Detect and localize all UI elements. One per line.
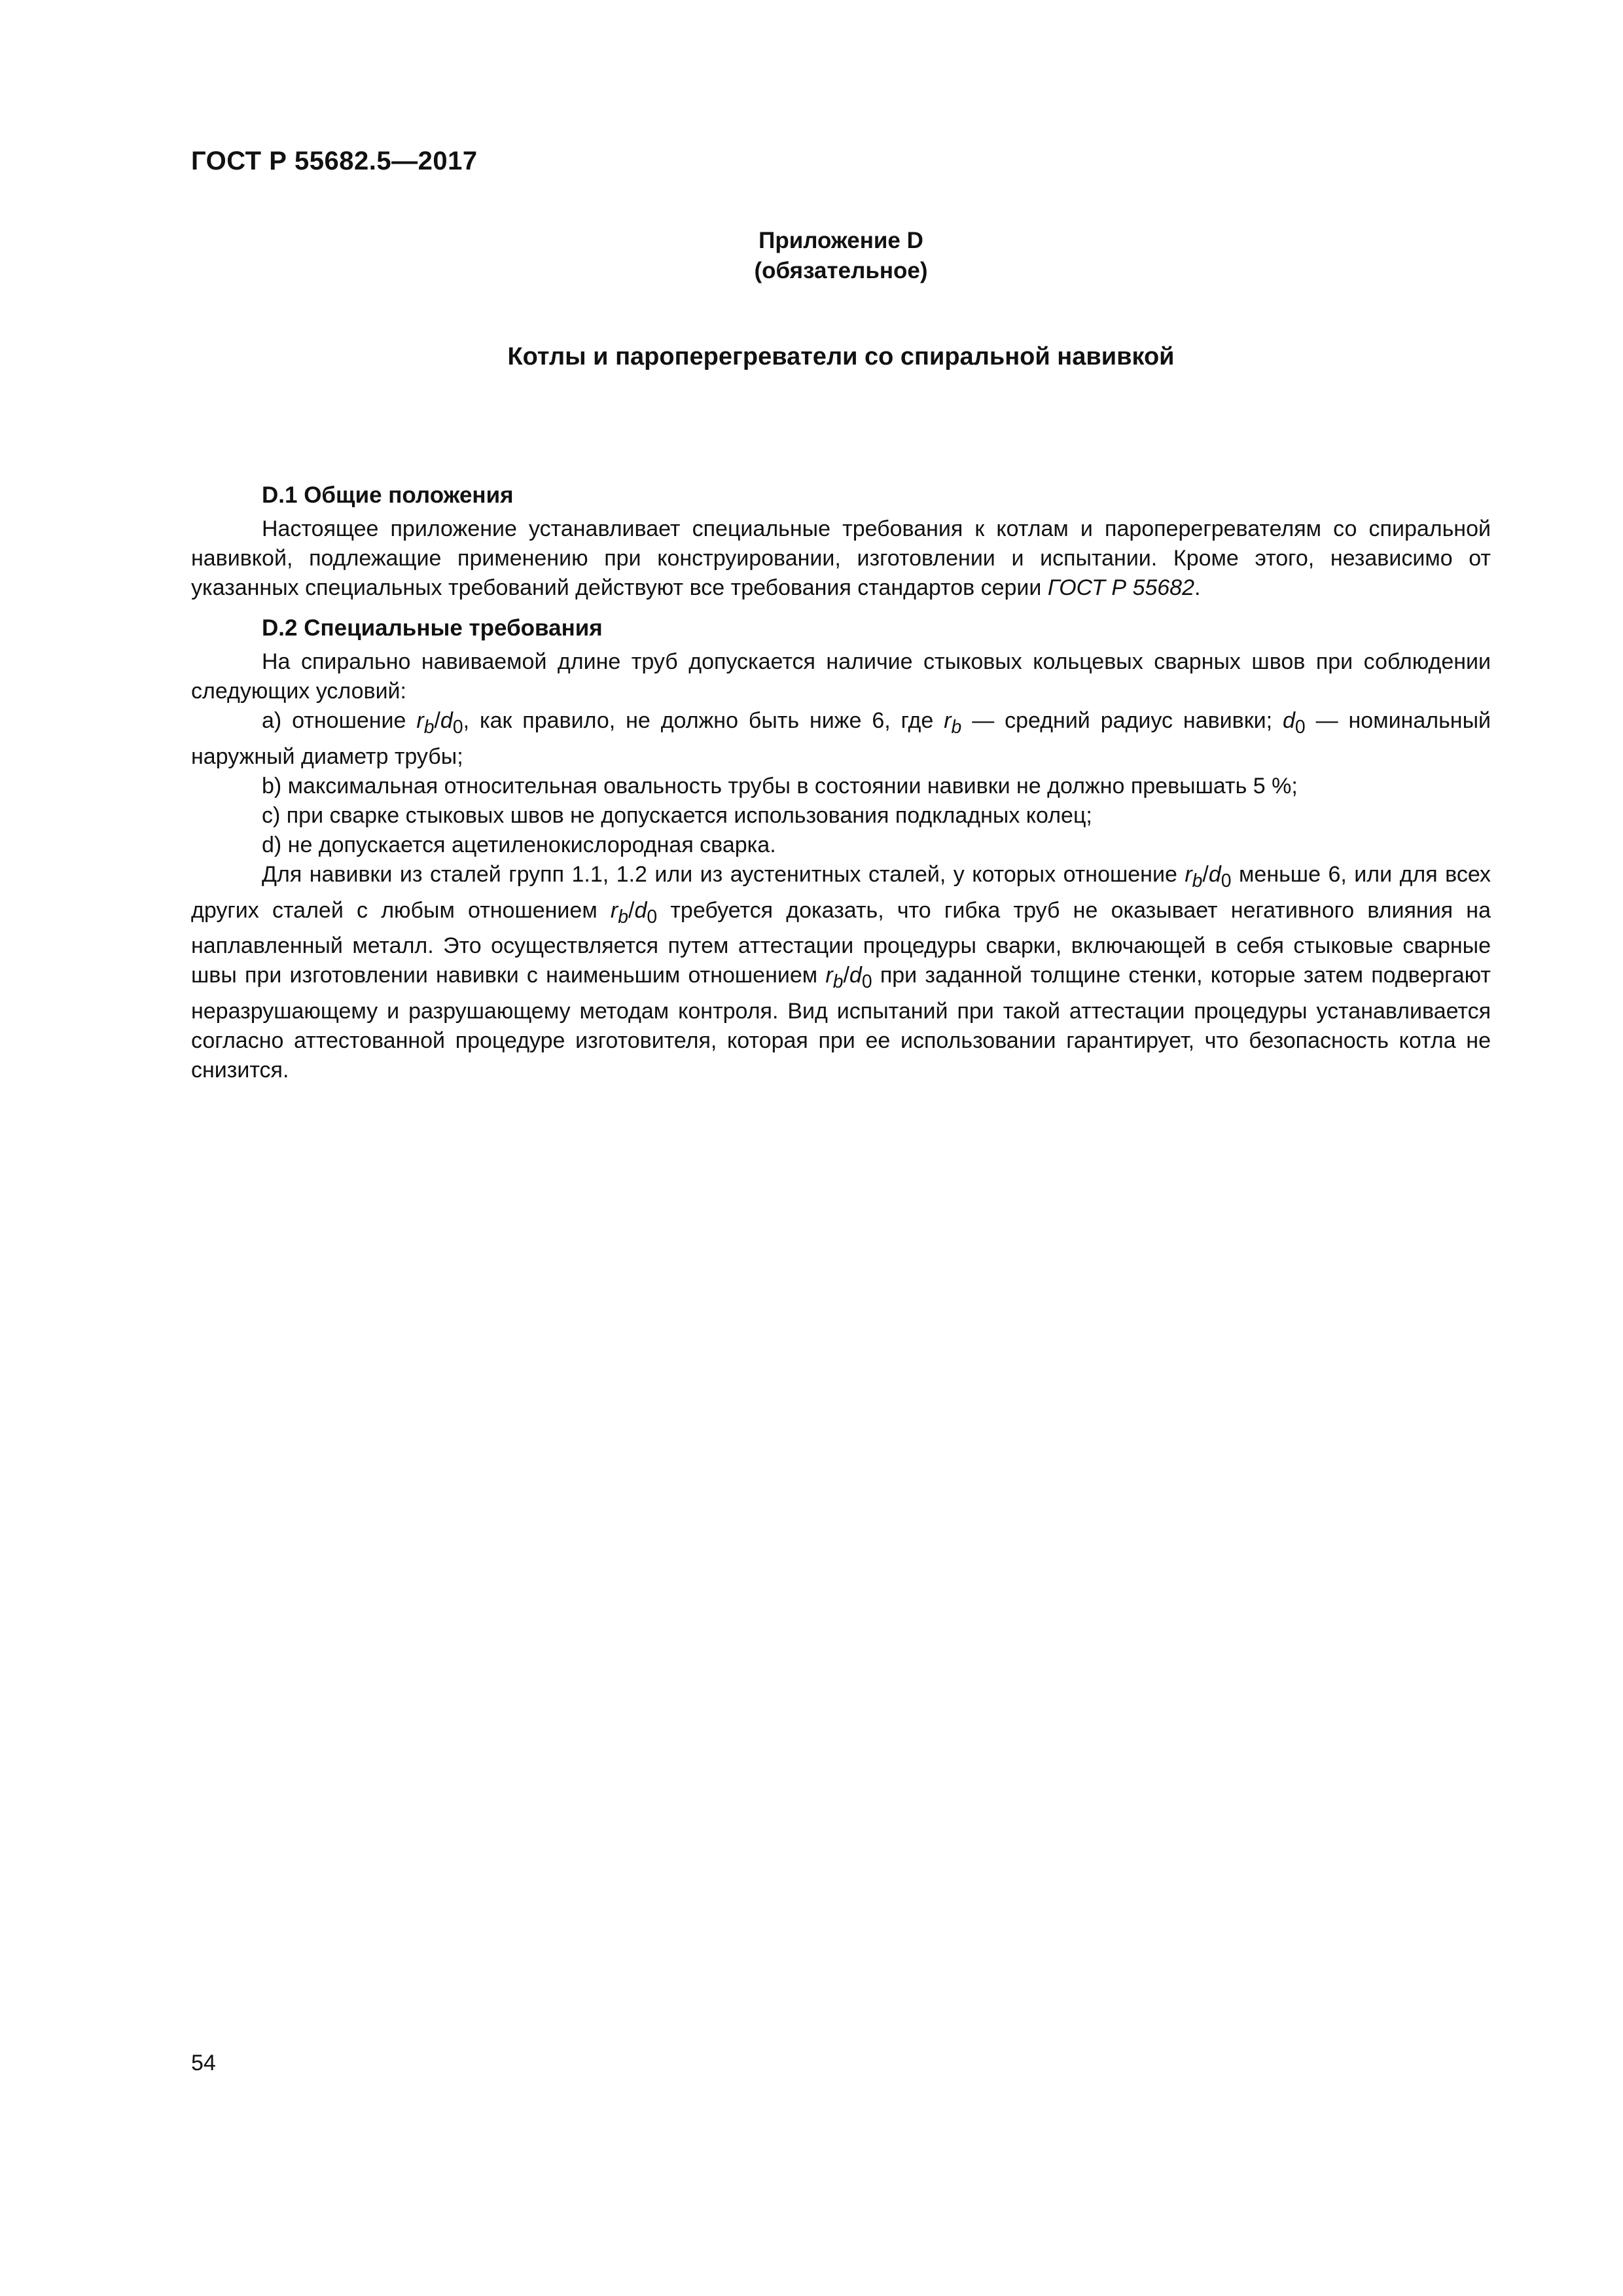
section-d2-intro: На спирально навиваемой длине труб допускается наличие стыковых кольцевых сварных швов при соблюдении следующих условий: bbox=[191, 649, 1491, 704]
spacer bbox=[191, 603, 1491, 613]
section-d2-final-paragraph: Для навивки из сталей групп 1.1, 1.2 или из аустенитных сталей, у которых отношение $r_b/d_0$ меньше 6, или для всех других сталей с любым отношением $r_b/d_0$ требуется доказать, что гибка труб не оказывает негативного влияния на наплавленный металл. Это осуществляется путем аттестации процедуры сварки, включающей в себя стыковые сварные швы при изготовлении навивки с наименьшим отношением $r_b/d_0$ при заданной толщине стенки, которые затем подвергают неразрушающему и разрушающему методам контроля. Вид испытаний при такой аттестации процедуры устанавливается согласно аттестованной процедуре изготовителя, которая при ее использовании гарантирует, что безопасность котла не снизится. bbox=[191, 861, 1491, 1083]
document-code: ГОСТ Р 55682.5—2017 bbox=[191, 147, 478, 175]
section-d1-heading: D.1 Общие положения bbox=[262, 482, 514, 508]
section-d1-paragraph: Настоящее приложение устанавливает специальные требования к котлам и пароперегревателям со спиральной навивкой, подлежащие применению при конструировании, изготовлении и испытании. Кроме этого, независимо от указанных специальных требований действуют все требования стандартов серии ГОСТ Р 55682. bbox=[191, 516, 1491, 600]
section-d2-heading: D.2 Специальные требования bbox=[262, 615, 603, 641]
list-item-d: d) не допускается ацетиленокислородная сварка. bbox=[262, 832, 776, 857]
appendix-status: (обязательное) bbox=[754, 258, 928, 283]
appendix-heading bbox=[191, 226, 1491, 286]
appendix-body bbox=[191, 480, 1491, 1085]
list-item-c: c) при сварке стыковых швов не допускается использования подкладных колец; bbox=[262, 802, 1092, 828]
appendix-title: Котлы и пароперегреватели со спиральной навивкой bbox=[507, 343, 1175, 370]
page-number: 54 bbox=[191, 2051, 216, 2075]
list-item-a: a) отношение $r_b/d_0$, как правило, не должно быть ниже 6, где $r_b$ — средний радиус навивки; $d_0$ — номинальный наружный диаметр трубы; bbox=[191, 708, 1491, 769]
list-item-b: b) максимальная относительная овальность трубы в состоянии навивки не должно превышать 5 %; bbox=[262, 773, 1298, 798]
appendix-label: Приложение D bbox=[758, 228, 923, 253]
standard-reference: ГОСТ Р 55682 bbox=[1047, 575, 1194, 600]
